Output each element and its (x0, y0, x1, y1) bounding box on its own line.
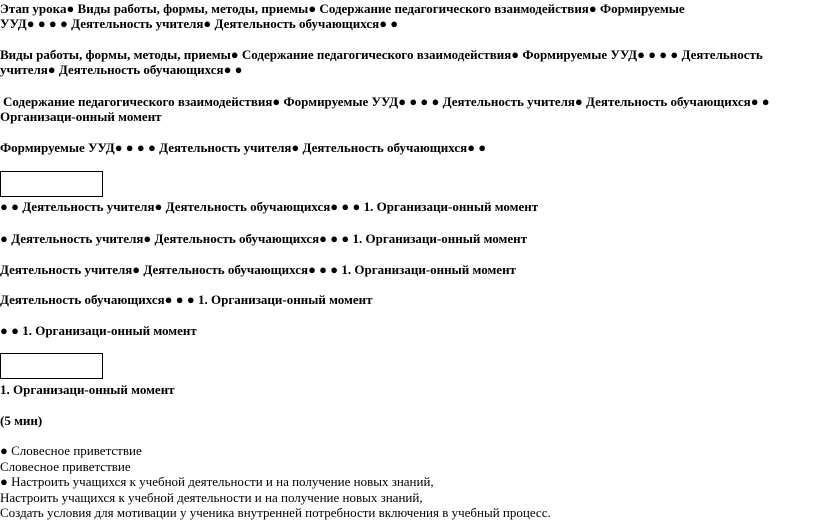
text-line-11: Деятельность обучающихся● ● ● 1. Организаци-онный момент (0, 292, 373, 307)
text-line-12: ● ● 1. Организаци-онный момент (0, 323, 197, 338)
text-line-19: Создать условия для мотивации у ученика внутренней потребности включения в учебный процесс. (0, 505, 551, 520)
text-line-1: Этап урока● Виды работы, формы, методы, приемы● Содержание педагогического взаимодействия● Формируемые (0, 1, 685, 16)
text-line-5: Содержание педагогического взаимодействия● Формируемые УУД● ● ● ● Деятельность учителя● Деятельность обучающихся● ● (3, 94, 770, 109)
text-line-16: Словесное приветствие (0, 459, 131, 474)
text-line-10: Деятельность учителя● Деятельность обучающихся● ● ● 1. Организаци-онный момент (0, 262, 516, 277)
text-line-13: 1. Организаци-онный момент (0, 382, 175, 397)
text-line-3: Виды работы, формы, методы, приемы● Содержание педагогического взаимодействия● Формируемые УУД● ● ● ● Деятельность (0, 47, 763, 62)
text-line-14: (5 мин) (0, 413, 43, 428)
text-line-4: учителя● Деятельность обучающихся● ● (0, 62, 243, 77)
text-line-2: УУД● ● ● ● Деятельность учителя● Деятельность обучающихся● ● (0, 16, 399, 31)
text-line-15: ● Словесное приветствие (0, 443, 142, 458)
text-line-6: Организаци-онный момент (0, 109, 162, 124)
text-line-8: ● ● Деятельность учителя● Деятельность обучающихся● ● ● 1. Организаци-онный момент (0, 199, 539, 214)
empty-box (0, 171, 103, 197)
empty-box (0, 353, 103, 379)
text-line-17: ● Настроить учащихся к учебной деятельности и на получение новых знаний, (0, 474, 434, 489)
text-line-18: Настроить учащихся к учебной деятельности и на получение новых знаний, (0, 490, 423, 505)
text-line-9: ● Деятельность учителя● Деятельность обучающихся● ● ● 1. Организаци-онный момент (0, 231, 528, 246)
text-line-7: Формируемые УУД● ● ● ● Деятельность учителя● Деятельность обучающихся● ● (0, 140, 487, 155)
